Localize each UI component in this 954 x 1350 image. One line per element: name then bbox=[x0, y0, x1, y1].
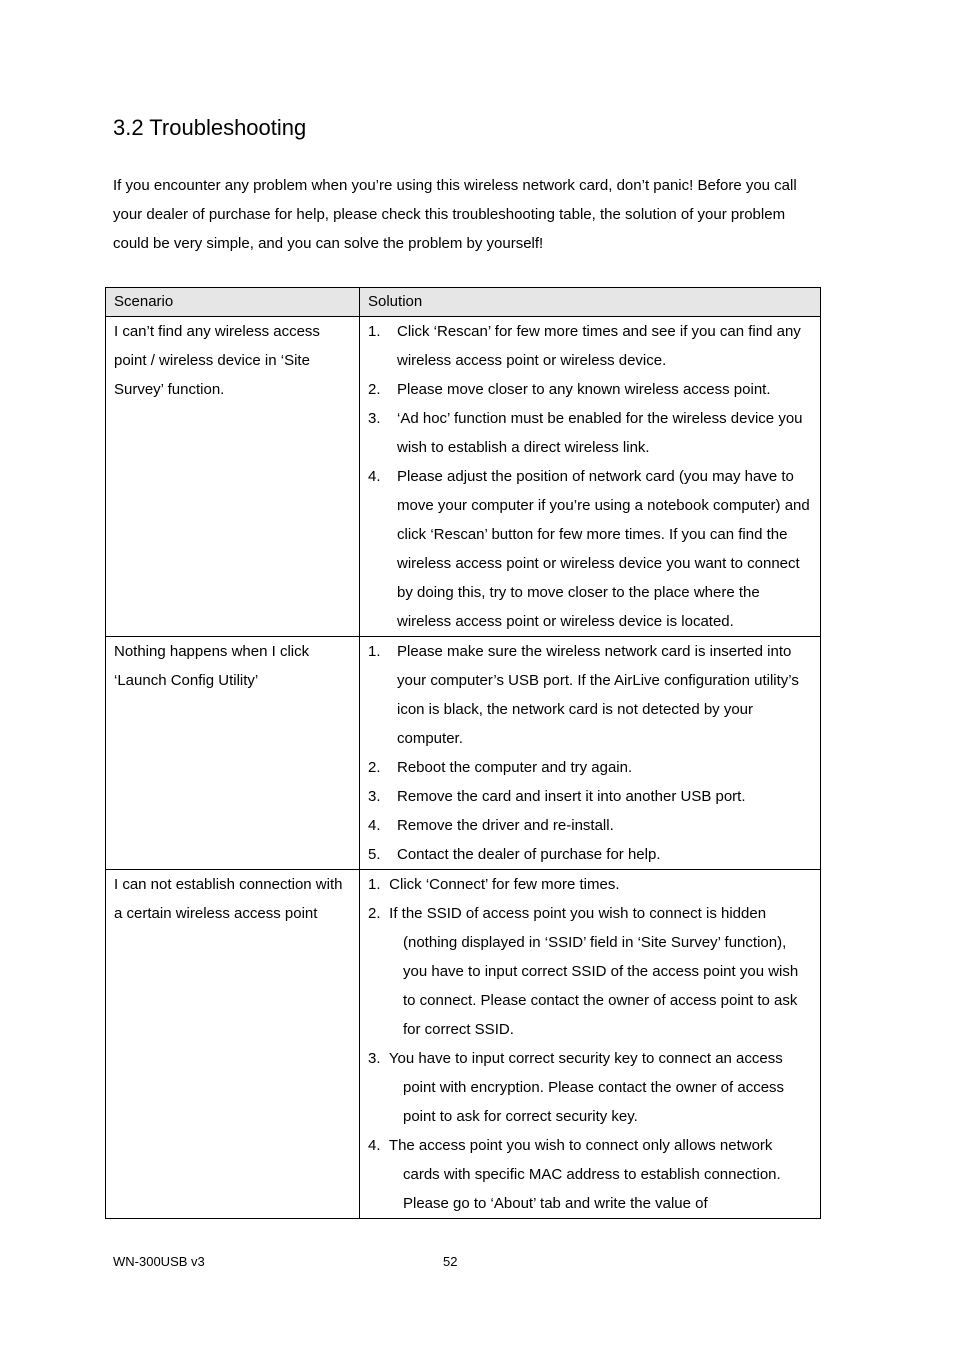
footer-model: WN-300USB v3 bbox=[113, 1254, 205, 1269]
item-number: 4. bbox=[368, 1137, 381, 1154]
item-text: Remove the driver and re-install. bbox=[397, 817, 614, 834]
scenario-cell: I can’t find any wireless access point / wireless device in ‘Site Survey’ function. bbox=[106, 317, 360, 637]
item-text: The access point you wish to connect only allows network cards with specific MAC address to establish connection. Please go to ‘About’ tab and write the value of bbox=[388, 1137, 781, 1212]
scenario-cell: Nothing happens when I click ‘Launch Config Utility’ bbox=[106, 637, 360, 870]
item-text: Click ‘Rescan’ for few more times and see if you can find any wireless access point or wireless device. bbox=[397, 323, 801, 369]
solution-cell bbox=[360, 317, 821, 637]
item-number: 2. bbox=[368, 905, 381, 922]
list-item bbox=[368, 317, 812, 375]
list-item bbox=[368, 870, 812, 899]
list-item bbox=[368, 753, 812, 782]
table-row bbox=[106, 637, 821, 870]
item-text: Please make sure the wireless network card is inserted into your computer’s USB port. If the AirLive configuration utility’s icon is black, the network card is not detected by your computer. bbox=[397, 643, 799, 747]
item-number: 1. bbox=[368, 643, 381, 660]
item-number: 4. bbox=[368, 468, 381, 485]
list-item bbox=[368, 899, 812, 1044]
scenario-cell: I can not establish connection with a certain wireless access point bbox=[106, 870, 360, 1219]
header-scenario: Scenario bbox=[106, 288, 360, 317]
item-text: ‘Ad hoc’ function must be enabled for the wireless device you wish to establish a direct wireless link. bbox=[397, 410, 803, 456]
page-number: 52 bbox=[443, 1254, 458, 1269]
table-row bbox=[106, 317, 821, 637]
table-row bbox=[106, 870, 821, 1219]
item-number: 1. bbox=[368, 876, 381, 893]
solution-list bbox=[368, 637, 812, 869]
item-text: You have to input correct security key to connect an access point with encryption. Please contact the owner of access point to ask for correct security key. bbox=[388, 1050, 785, 1125]
item-number: 1. bbox=[368, 323, 381, 340]
solution-cell bbox=[360, 637, 821, 870]
item-number: 3. bbox=[368, 1050, 381, 1067]
list-item bbox=[368, 375, 812, 404]
list-item bbox=[368, 404, 812, 462]
item-number: 3. bbox=[368, 788, 381, 805]
item-number: 2. bbox=[368, 759, 381, 776]
item-text: Contact the dealer of purchase for help. bbox=[397, 846, 661, 863]
list-item bbox=[368, 1044, 812, 1131]
solution-list bbox=[368, 317, 812, 636]
header-solution: Solution bbox=[360, 288, 821, 317]
list-item bbox=[368, 462, 812, 636]
solution-list bbox=[368, 870, 812, 1218]
list-item bbox=[368, 811, 812, 840]
item-text: Please adjust the position of network card (you may have to move your computer if you’re using a notebook computer) and click ‘Rescan’ button for few more times. If you can find the wireless access point or wireless device you want to connect by doing this, try to move closer to the place where the wireless access point or wireless device is located. bbox=[397, 468, 810, 630]
item-number: 5. bbox=[368, 846, 381, 863]
section-heading: 3.2 Troubleshooting bbox=[113, 115, 307, 140]
intro-paragraph: If you encounter any problem when you’re using this wireless network card, don’t panic! Before you call your dealer of purchase for help, please check this troubleshooting table, the solution of your problem could be very simple, and you can solve the problem by yourself! bbox=[113, 177, 797, 252]
item-text: Click ‘Connect’ for few more times. bbox=[389, 876, 620, 893]
item-text: Please move closer to any known wireless access point. bbox=[397, 381, 771, 398]
list-item bbox=[368, 1131, 812, 1218]
list-item bbox=[368, 840, 812, 869]
item-number: 4. bbox=[368, 817, 381, 834]
item-number: 2. bbox=[368, 381, 381, 398]
item-text: If the SSID of access point you wish to connect is hidden (nothing displayed in ‘SSID’ field in ‘Site Survey’ function), you have to input correct SSID of the access point you wish to connect. Please contact the owner of access point to ask for correct SSID. bbox=[389, 905, 799, 1038]
item-text: Reboot the computer and try again. bbox=[397, 759, 633, 776]
table-header-row bbox=[106, 288, 821, 317]
item-number: 3. bbox=[368, 410, 381, 427]
solution-cell bbox=[360, 870, 821, 1219]
item-text: Remove the card and insert it into another USB port. bbox=[397, 788, 746, 805]
list-item bbox=[368, 637, 812, 753]
troubleshooting-table bbox=[105, 287, 821, 1219]
list-item bbox=[368, 782, 812, 811]
